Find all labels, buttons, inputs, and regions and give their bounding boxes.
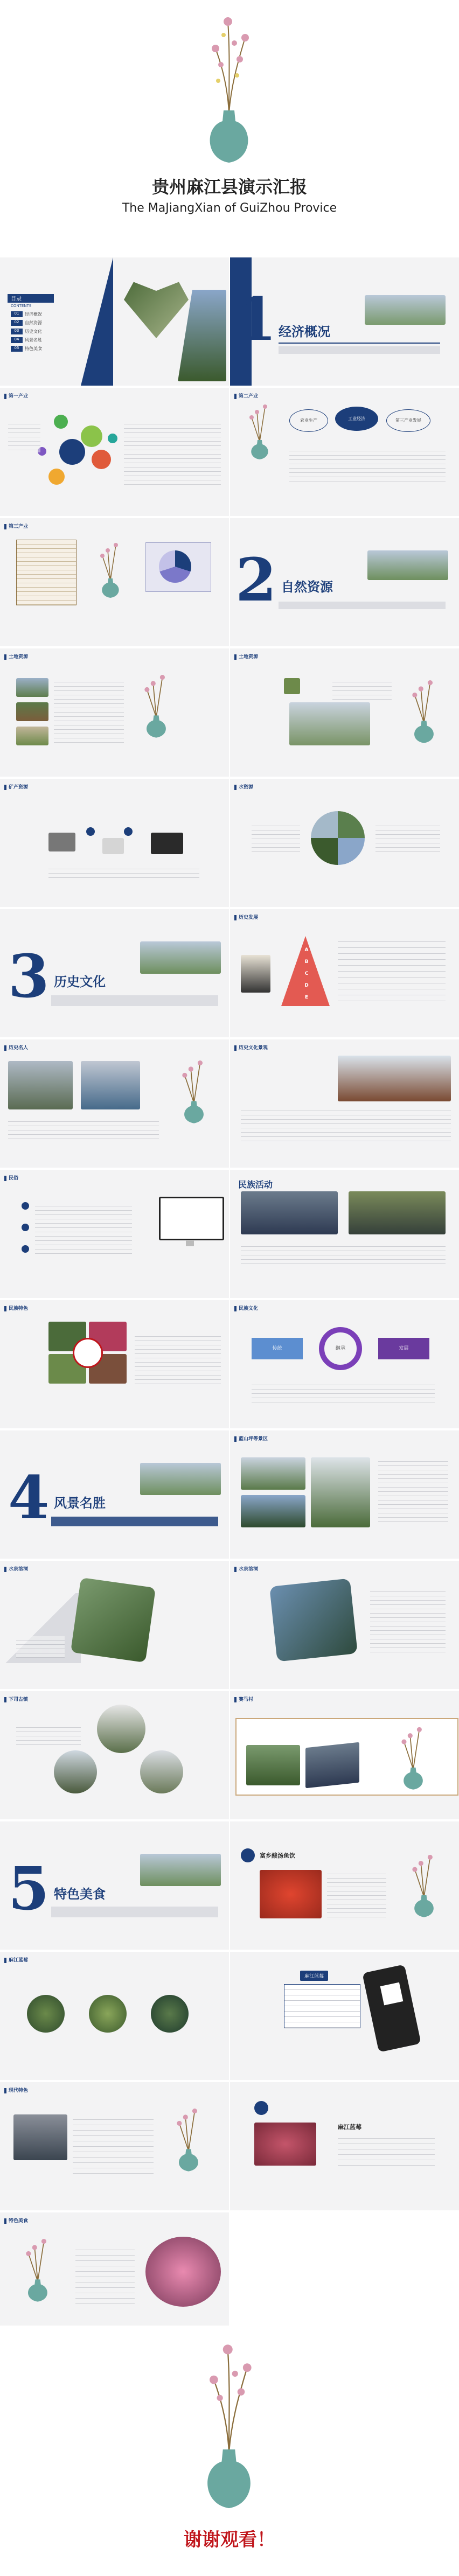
slide-tag: 水资源	[234, 783, 253, 790]
section-title: 风景名胜	[54, 1496, 106, 1511]
toc-list	[11, 311, 86, 354]
toc-label: 目录	[8, 294, 54, 303]
slide-tag: 蓝山坪等景区	[234, 1435, 268, 1442]
slide-tag: 土地资源	[4, 653, 28, 660]
historical-figures-slide	[0, 1039, 229, 1168]
arrow-right: 发展	[378, 1338, 429, 1359]
slide-tag: 第三产业	[4, 522, 28, 529]
slide-heading: 民族活动	[238, 1179, 273, 1190]
slide-tag: 历史文化景观	[234, 1044, 268, 1051]
section-number: 4	[8, 1463, 50, 1532]
slide-tag: 矿产资源	[4, 783, 28, 790]
slide-tag: 麻江蓝莓	[4, 1956, 28, 1963]
section-title: 特色美食	[54, 1887, 106, 1902]
flower-vase-icon	[402, 1851, 446, 1918]
ancient-town-slide	[0, 1691, 229, 1819]
pie	[159, 550, 191, 583]
primary-industry-slide	[0, 388, 229, 516]
secondary-industry-slide	[230, 388, 459, 516]
section-number: 5	[8, 1854, 50, 1923]
section-title: 历史文化	[54, 974, 106, 989]
cave-slide	[0, 1561, 229, 1689]
water-circle-photo	[311, 811, 365, 865]
landscape-photo	[140, 1854, 221, 1886]
slide-tag: 历史发展	[234, 913, 258, 920]
industry-circle: 工业经济	[335, 407, 378, 431]
slide-tag: 现代特色	[4, 2086, 28, 2093]
toc-slide	[0, 257, 229, 386]
sour-fish-slide	[230, 1821, 459, 1950]
flower-vase-icon	[186, 11, 272, 167]
flower-vase-icon	[241, 401, 279, 460]
toc-diagonal	[81, 257, 113, 386]
pavilion-photo	[338, 1056, 451, 1101]
section5-slide	[0, 1821, 229, 1950]
slide-tag: 赛马村	[234, 1695, 253, 1702]
featured-food-slide	[0, 2212, 229, 2341]
monitor-screen	[159, 1197, 224, 1240]
slide-tag: 民俗	[4, 1174, 18, 1181]
blueberry-button[interactable]: 麻江蓝莓	[300, 1971, 328, 1981]
ethnic-activity-slide	[230, 1170, 459, 1298]
section3-slide	[0, 909, 229, 1037]
cover-slide	[0, 0, 459, 253]
bridge-photo	[8, 1061, 73, 1109]
toc-item[interactable]: 01 经济概况	[11, 311, 86, 317]
toc-item[interactable]: 02 自然资源	[11, 320, 86, 326]
mineral-slide	[0, 779, 229, 907]
food-title: 富乡酸汤鱼饮	[260, 1852, 295, 1859]
slide-tag: 民族文化	[234, 1304, 258, 1311]
tertiary-industry-slide	[0, 518, 229, 646]
ethnic-feature-slide	[0, 1300, 229, 1428]
blueberry-slide	[0, 1952, 229, 2080]
land-resources-slide-2	[230, 648, 459, 777]
landscape-photo	[140, 1463, 221, 1495]
flower-vase-icon	[16, 2234, 59, 2304]
phone-photo	[362, 1964, 421, 2052]
meat-photo	[254, 2123, 316, 2166]
flower-vase-icon	[172, 1056, 215, 1126]
horse-village-slide	[230, 1691, 459, 1819]
dog-slide	[230, 2082, 459, 2210]
figure-portrait	[241, 955, 270, 993]
section2-slide	[230, 518, 459, 646]
blueberry-phone-slide	[230, 1952, 459, 2080]
slide-tag: 特色美食	[4, 2217, 28, 2224]
section4-slide	[0, 1430, 229, 1559]
section1-slide	[230, 257, 459, 386]
flower-vase-icon	[92, 540, 129, 599]
flower-vase-icon	[135, 670, 178, 740]
arrow-left: 传统	[252, 1338, 303, 1359]
fruit-photo	[145, 2237, 221, 2307]
slide-tag: 下司古镇	[4, 1695, 28, 1702]
center-ring: 继承	[319, 1327, 362, 1370]
puzzle-photo	[71, 1577, 156, 1663]
section-number: 1	[235, 284, 277, 354]
section-title: 经济概况	[279, 324, 330, 339]
toc-item[interactable]: 03 历史文化	[11, 329, 86, 334]
fish-dish-photo	[260, 1870, 322, 1918]
folk-slide	[0, 1170, 229, 1298]
ending-text: 谢谢观看！	[184, 2529, 275, 2551]
ethnic-culture-slide	[230, 1300, 459, 1428]
slide-tag: 第一产业	[4, 392, 28, 399]
slide-tag: 历史名人	[4, 1044, 28, 1051]
heart-photo	[124, 279, 189, 338]
toc-item[interactable]: 05 特色美食	[11, 346, 86, 352]
landscape-photo	[140, 941, 221, 974]
slide-tag: 水泉溶洞	[234, 1565, 258, 1572]
water-resources-slide	[230, 779, 459, 907]
dog-title: 麻江蓝莓	[338, 2124, 361, 2131]
toc-item[interactable]: 04 风景名胜	[11, 337, 86, 343]
modern-feature-slide	[0, 2082, 229, 2210]
land-resources-slide	[0, 648, 229, 777]
slide-tag: 水泉溶洞	[4, 1565, 28, 1572]
landscape-photo	[365, 295, 446, 325]
slide-tag: 第二产业	[234, 392, 258, 399]
ending-slide	[0, 2326, 459, 2576]
slide-tag: 民族特色	[4, 1304, 28, 1311]
scenic-slide	[230, 1430, 459, 1559]
section-number: 3	[8, 941, 50, 1011]
puzzle-photo	[269, 1579, 358, 1662]
industry-circle: 农业生产	[289, 409, 328, 432]
industry-circle: 第三产业发展	[386, 409, 430, 432]
landscape-photo	[367, 550, 448, 580]
cover-title: 贵州麻江县演示汇报	[151, 177, 307, 197]
cultural-landscape-slide	[230, 1039, 459, 1168]
flower-vase-icon	[402, 675, 446, 745]
slide-tag: 土地资源	[234, 653, 258, 660]
cover-subtitle: The MaJiangXian of GuiZhou Provice	[122, 201, 337, 215]
section-title: 自然资源	[281, 580, 333, 595]
flower-vase-icon	[392, 1723, 435, 1791]
history-slide: 历史发展 A B C D E	[230, 909, 459, 1037]
flower-vase-icon	[167, 2104, 210, 2174]
section-number: 2	[235, 545, 277, 615]
flower-vase-icon	[180, 2336, 277, 2514]
toc-sub: CONTENTS	[11, 304, 32, 308]
cave-slide-2	[230, 1561, 459, 1689]
